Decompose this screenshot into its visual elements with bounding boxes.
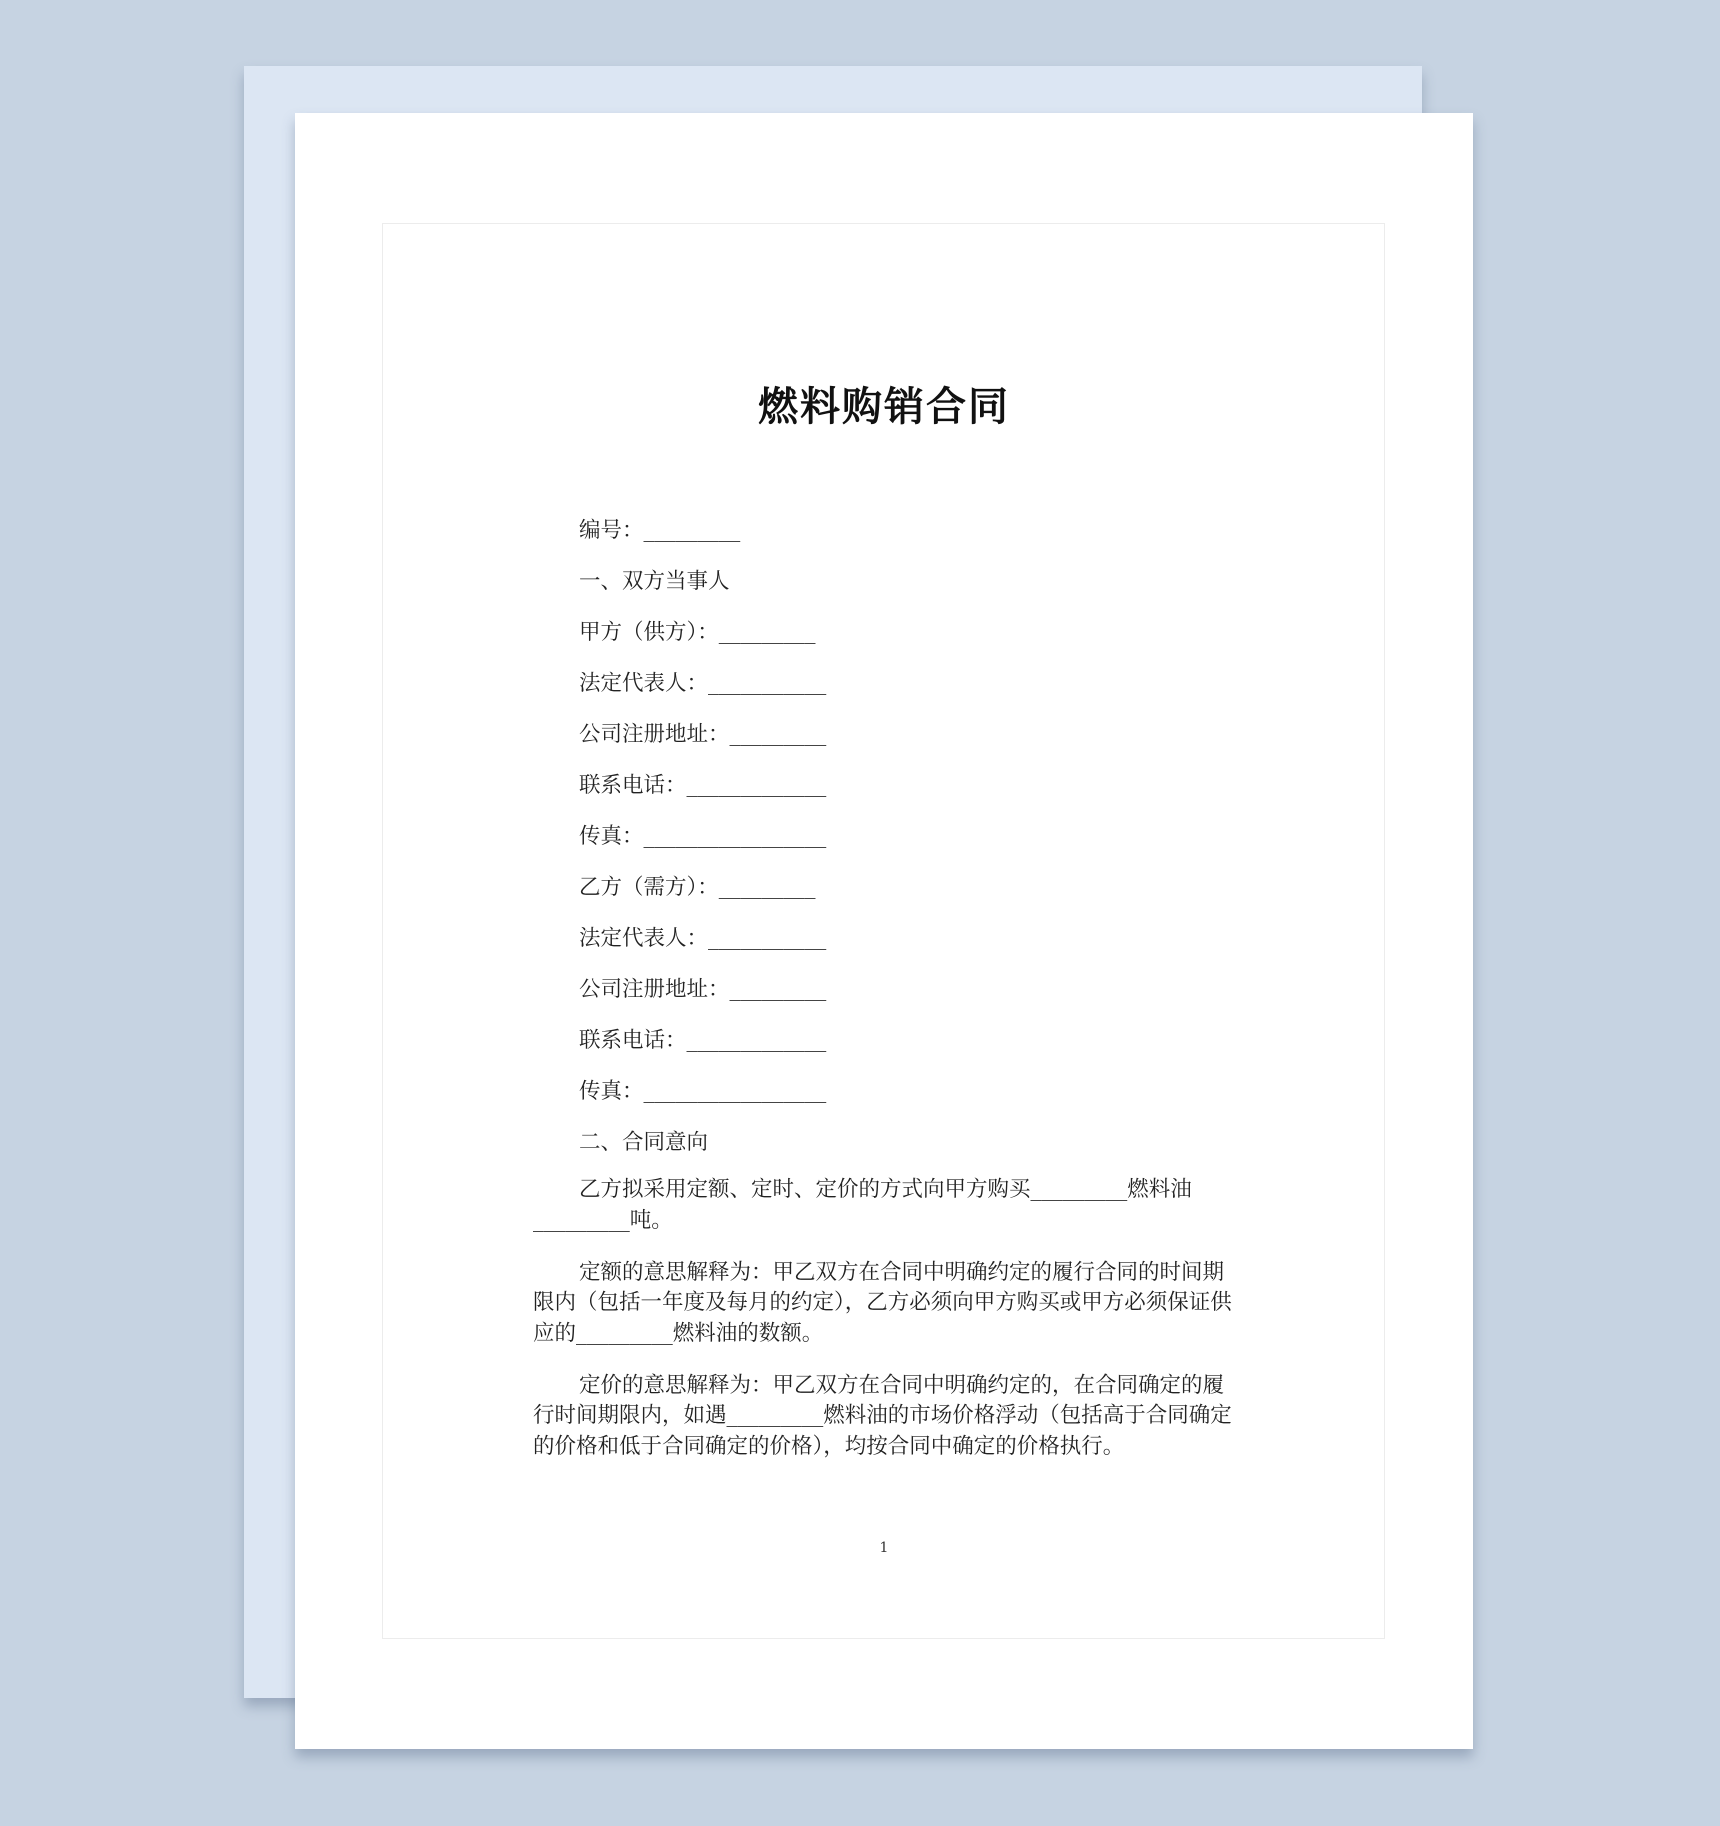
field-blank: _________ bbox=[729, 722, 827, 747]
field-blank: _________________ bbox=[643, 824, 827, 849]
field-label: 法定代表人： bbox=[579, 671, 709, 696]
paragraph-quota-definition: 定额的意思解释为：甲乙双方在合同中明确约定的履行合同的时间期限内（包括一年度及每月的约定），乙方必须向甲方购买或甲方必须保证供应的_________燃料油的数额。 bbox=[533, 1259, 1232, 1346]
paragraph-price-definition: 定价的意思解释为：甲乙双方在合同中明确约定的，在合同确定的履行时间期限内，如遇_________燃料油的市场价格浮动（包括高于合同确定的价格和低于合同确定的价格），均按合同中确定的价格执行。 bbox=[533, 1372, 1232, 1459]
field-blank: _________ bbox=[718, 875, 816, 900]
field-label: 甲方（供方）： bbox=[579, 620, 719, 645]
field-line-party-b-phone bbox=[533, 1015, 1233, 1066]
section-heading-text: 二、合同意向 bbox=[579, 1130, 709, 1155]
document-body bbox=[533, 505, 1233, 1481]
field-blank: ___________ bbox=[708, 926, 827, 951]
field-label: 公司注册地址： bbox=[579, 977, 730, 1002]
field-line-party-a-legal-rep bbox=[533, 658, 1233, 709]
section-heading-contract-intent bbox=[533, 1117, 1233, 1168]
field-label: 传真： bbox=[579, 824, 644, 849]
field-blank: _____________ bbox=[686, 1028, 827, 1053]
section-heading-parties bbox=[533, 556, 1233, 607]
field-line-party-b-fax bbox=[533, 1066, 1233, 1117]
page-number: 1 bbox=[879, 1540, 889, 1556]
field-line-party-a bbox=[533, 607, 1233, 658]
field-label: 传真： bbox=[579, 1079, 644, 1104]
paragraph-purchase-intent: 乙方拟采用定额、定时、定价的方式向甲方购买_________燃料油_________吨。 bbox=[533, 1177, 1192, 1233]
field-label: 联系电话： bbox=[579, 773, 687, 798]
field-blank: _________ bbox=[643, 518, 741, 543]
field-blank: _____________ bbox=[686, 773, 827, 798]
field-line-party-b-legal-rep bbox=[533, 913, 1233, 964]
field-line-party-a-fax bbox=[533, 811, 1233, 862]
field-label: 法定代表人： bbox=[579, 926, 709, 951]
field-line-contract-number bbox=[533, 505, 1233, 556]
field-label: 编号： bbox=[579, 518, 644, 543]
field-label: 公司注册地址： bbox=[579, 722, 730, 747]
document-title: 燃料购销合同 bbox=[758, 384, 1010, 430]
field-blank: ___________ bbox=[708, 671, 827, 696]
document-page bbox=[295, 113, 1473, 1749]
field-line-party-b bbox=[533, 862, 1233, 913]
field-label: 联系电话： bbox=[579, 1028, 687, 1053]
field-blank: _________________ bbox=[643, 1079, 827, 1104]
field-line-party-a-address bbox=[533, 709, 1233, 760]
field-label: 乙方（需方）： bbox=[579, 875, 719, 900]
field-line-party-b-address bbox=[533, 964, 1233, 1015]
field-blank: _________ bbox=[729, 977, 827, 1002]
field-line-party-a-phone bbox=[533, 760, 1233, 811]
section-heading-text: 一、双方当事人 bbox=[579, 569, 730, 594]
field-blank: _________ bbox=[718, 620, 816, 645]
